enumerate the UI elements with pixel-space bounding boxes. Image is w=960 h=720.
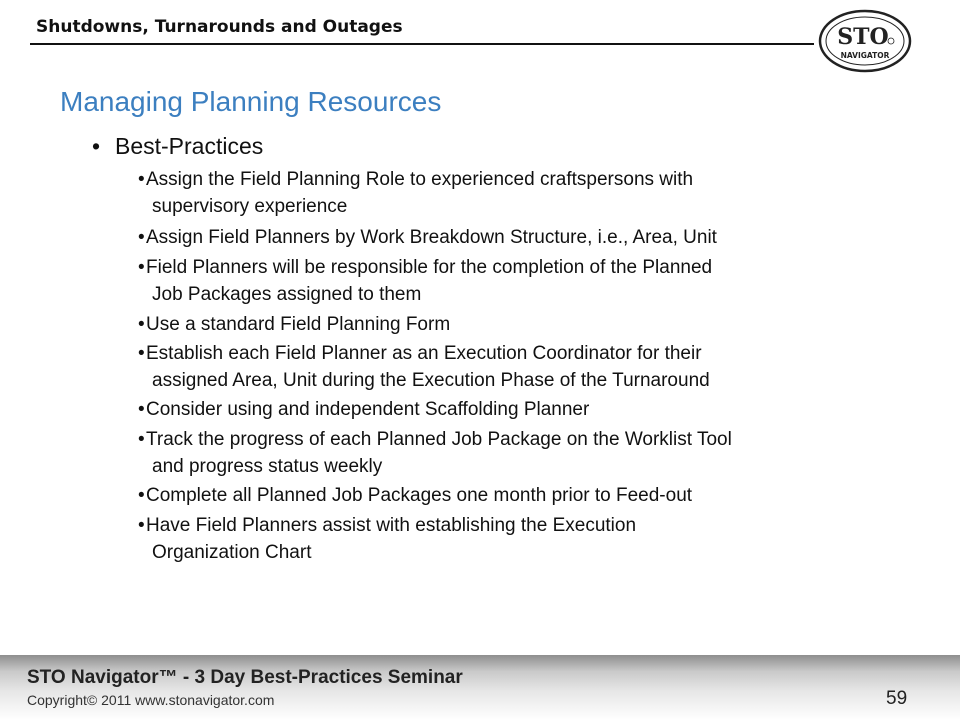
bullet-dot: • — [138, 169, 145, 190]
list-item-line: Field Planners will be responsible for the completion of the Planned — [146, 257, 713, 278]
bullet-dot: • — [138, 429, 145, 450]
list-item-line: Job Packages assigned to them — [152, 284, 422, 305]
list-item-line: Organization Chart — [152, 542, 312, 563]
logo-text-sub: NAVIGATOR — [840, 51, 890, 60]
sto-navigator-logo — [818, 8, 912, 74]
page-number: 59 — [886, 688, 908, 709]
bullet-dot: • — [138, 257, 145, 278]
list-item-line: Track the progress of each Planned Job Package on the Worklist Tool — [146, 429, 732, 450]
list-item-line: Assign the Field Planning Role to experienced craftspersons with — [146, 169, 694, 190]
list-item-line: Use a standard Field Planning Form — [146, 314, 451, 335]
bullet-dot: • — [92, 133, 101, 159]
slide-title: Managing Planning Resources — [60, 86, 442, 117]
list-item-line: Have Field Planners assist with establishing the Execution — [146, 515, 637, 536]
header-title: Shutdowns, Turnarounds and Outages — [36, 17, 403, 37]
logo-text-main: STO — [837, 24, 889, 50]
bullet-dot: • — [138, 399, 145, 420]
bullet-dot: • — [138, 343, 145, 364]
list-item-line: Establish each Field Planner as an Execution Coordinator for their — [146, 343, 702, 364]
footer-title: STO Navigator™ - 3 Day Best-Practices Seminar — [27, 667, 463, 688]
list-item-line: Consider using and independent Scaffolding Planner — [146, 399, 590, 420]
bullet-level1-text: Best-Practices — [115, 133, 264, 159]
bullet-dot: • — [138, 485, 145, 506]
bullet-dot: • — [138, 314, 145, 335]
header-rule — [30, 43, 814, 45]
list-item-line: and progress status weekly — [152, 456, 383, 477]
list-item-line: Complete all Planned Job Packages one month prior to Feed-out — [146, 485, 693, 506]
bullet-dot: • — [138, 515, 145, 536]
list-item-line: Assign Field Planners by Work Breakdown Structure, i.e., Area, Unit — [146, 227, 717, 248]
bullet-dot: • — [138, 227, 145, 248]
list-item-line: supervisory experience — [152, 196, 348, 217]
list-item-line: assigned Area, Unit during the Execution Phase of the Turnaround — [152, 370, 710, 391]
footer-copyright: Copyright© 2011 www.stonavigator.com — [27, 692, 275, 708]
